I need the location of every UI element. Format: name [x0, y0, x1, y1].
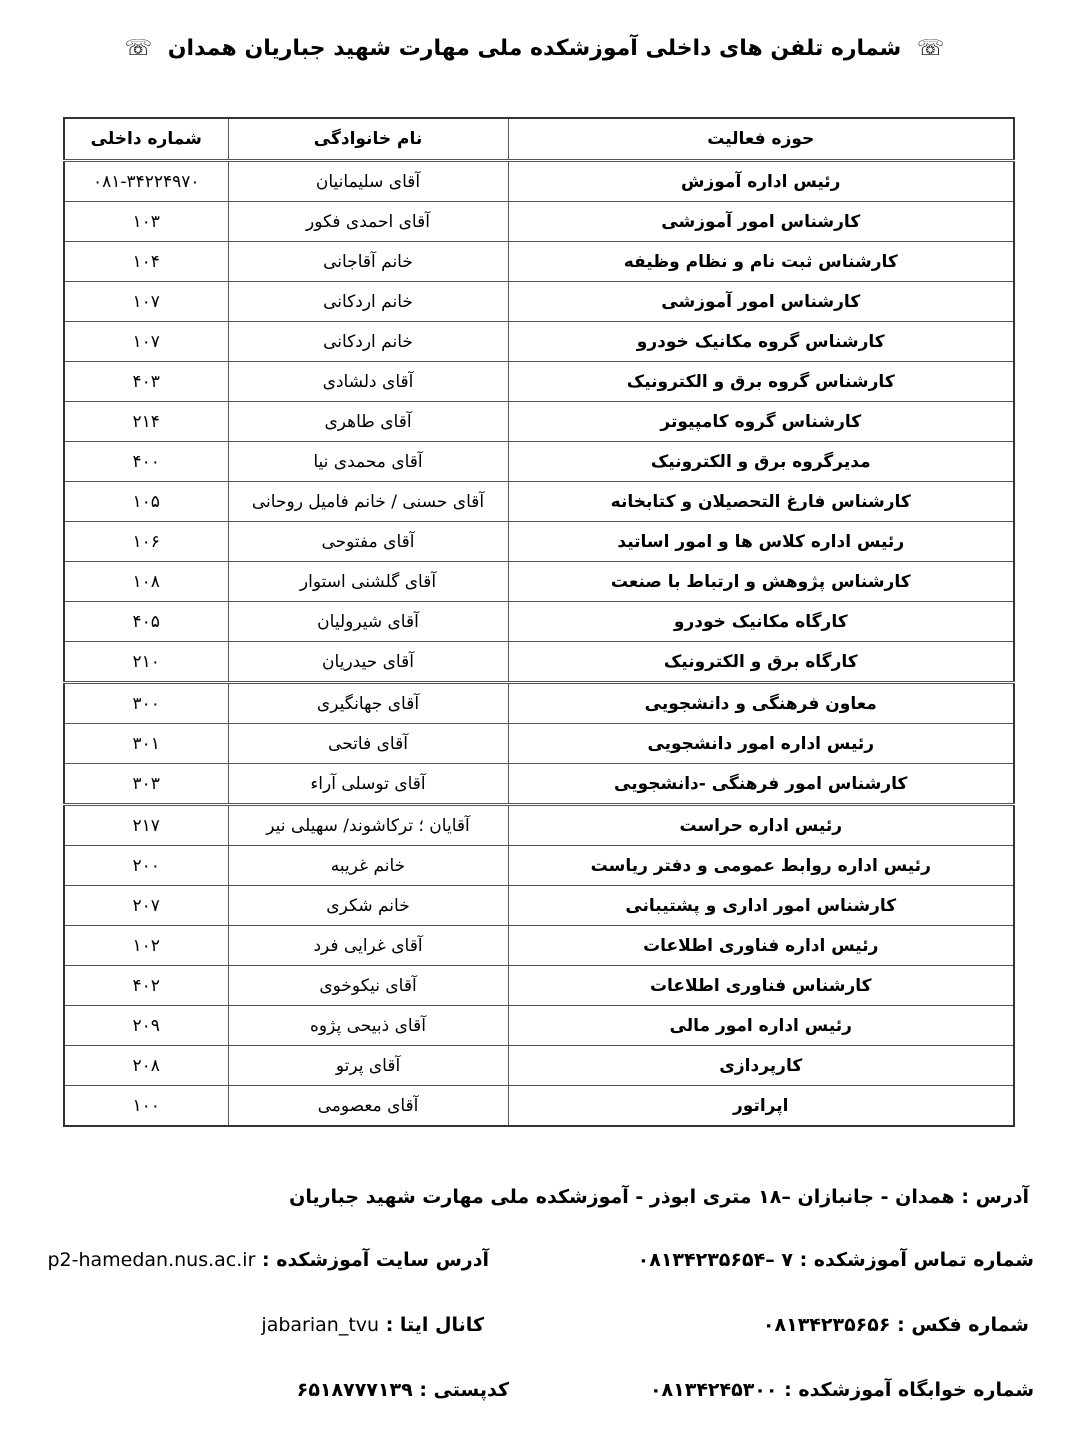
- name-cell: آقای جهانگیری: [228, 683, 508, 724]
- table-row: [64, 805, 1014, 846]
- table-header-row: [64, 118, 1014, 161]
- extension-cell: ۱۰۲: [64, 926, 228, 966]
- table-row: [64, 362, 1014, 402]
- extension-cell: ۴۰۰: [64, 442, 228, 482]
- contact-line: [638, 1249, 1034, 1271]
- table-row: [64, 322, 1014, 362]
- name-cell: آقای پرتو: [228, 1046, 508, 1086]
- activity-cell: کارگاه مکانیک خودرو: [508, 602, 1014, 642]
- activity-cell: معاون فرهنگی و دانشجویی: [508, 683, 1014, 724]
- header-activity: حوزه فعالیت: [508, 118, 1014, 161]
- extension-cell: ۲۰۹: [64, 1006, 228, 1046]
- website-link[interactable]: p2-hamedan.nus.ac.ir: [47, 1249, 256, 1271]
- name-cell: آقای سلیمانیان: [228, 161, 508, 202]
- activity-cell: رئیس اداره حراست: [508, 805, 1014, 846]
- name-cell: آقای حیدریان: [228, 642, 508, 683]
- address-value: همدان - جانبازان –۱۸ متری ابوذر - آموزشکده ملی مهارت شهید جباریان: [289, 1186, 955, 1208]
- table-row: [64, 242, 1014, 282]
- postal-value: ۶۵۱۸۷۷۷۱۳۹: [296, 1379, 413, 1401]
- table-row: [64, 482, 1014, 522]
- activity-cell: رئیس اداره امور مالی: [508, 1006, 1014, 1046]
- activity-cell: اپراتور: [508, 1086, 1014, 1127]
- name-cell: آقای محمدی نیا: [228, 442, 508, 482]
- table-row: [64, 764, 1014, 805]
- name-cell: آقای ذبیحی پژوه: [228, 1006, 508, 1046]
- table-row: [64, 683, 1014, 724]
- address-label: آدرس :: [961, 1186, 1029, 1208]
- extension-cell: ۰۸۱-۳۴۲۲۴۹۷۰: [64, 161, 228, 202]
- address-line: [289, 1186, 1029, 1208]
- activity-cell: کارشناس گروه برق و الکترونیک: [508, 362, 1014, 402]
- extension-cell: ۱۰۷: [64, 282, 228, 322]
- extension-cell: ۱۰۷: [64, 322, 228, 362]
- extension-cell: ۴۰۲: [64, 966, 228, 1006]
- dorm-line: [650, 1379, 1034, 1401]
- activity-cell: کارشناس پژوهش و ارتباط با صنعت: [508, 562, 1014, 602]
- name-cell: آقای غرایی فرد: [228, 926, 508, 966]
- dorm-label: شماره خوابگاه آموزشکده :: [784, 1379, 1034, 1401]
- activity-cell: کارپردازی: [508, 1046, 1014, 1086]
- table-row: [64, 886, 1014, 926]
- name-cell: خانم آقاجانی: [228, 242, 508, 282]
- dorm-value: ۰۸۱۳۴۲۴۵۳۰۰: [649, 1379, 778, 1401]
- extension-cell: ۱۰۰: [64, 1086, 228, 1127]
- activity-cell: رئیس اداره آموزش: [508, 161, 1014, 202]
- table-row: [64, 724, 1014, 764]
- extension-cell: ۱۰۸: [64, 562, 228, 602]
- activity-cell: رئیس اداره کلاس ها و امور اساتید: [508, 522, 1014, 562]
- activity-cell: کارشناس گروه کامپیوتر: [508, 402, 1014, 442]
- eitaa-label: کانال ایتا :: [385, 1314, 484, 1336]
- extension-cell: ۲۱۷: [64, 805, 228, 846]
- activity-cell: رئیس اداره امور دانشجویی: [508, 724, 1014, 764]
- extension-table: [63, 117, 1015, 1127]
- table-row: [64, 202, 1014, 242]
- activity-cell: کارشناس امور فرهنگی -دانشجویی: [508, 764, 1014, 805]
- name-cell: آقایان ؛ ترکاشوند/ سهیلی نیر: [228, 805, 508, 846]
- header-name: نام خانوادگی: [228, 118, 508, 161]
- table-row: [64, 161, 1014, 202]
- extension-cell: ۳۰۱: [64, 724, 228, 764]
- table-row: [64, 562, 1014, 602]
- name-cell: آقای دلشادی: [228, 362, 508, 402]
- extension-cell: ۳۰۳: [64, 764, 228, 805]
- name-cell: خانم شکری: [228, 886, 508, 926]
- name-cell: آقای فاتحی: [228, 724, 508, 764]
- table-row: [64, 1006, 1014, 1046]
- name-cell: آقای نیکوخوی: [228, 966, 508, 1006]
- table-row: [64, 602, 1014, 642]
- activity-cell: کارشناس فناوری اطلاعات: [508, 966, 1014, 1006]
- extension-cell: ۴۰۳: [64, 362, 228, 402]
- name-cell: خانم غریبه: [228, 846, 508, 886]
- fax-line: [763, 1314, 1029, 1336]
- extension-cell: ۱۰۶: [64, 522, 228, 562]
- activity-cell: رئیس اداره روابط عمومی و دفتر ریاست: [508, 846, 1014, 886]
- name-cell: آقای توسلی آراء: [228, 764, 508, 805]
- website-label: آدرس سایت آموزشکده :: [262, 1249, 489, 1271]
- extension-cell: ۲۰۸: [64, 1046, 228, 1086]
- activity-cell: کارشناس امور اداری و پشتیبانی: [508, 886, 1014, 926]
- table-row: [64, 966, 1014, 1006]
- extension-cell: ۱۰۳: [64, 202, 228, 242]
- website-line: [47, 1249, 489, 1271]
- name-cell: خانم اردکانی: [228, 322, 508, 362]
- contact-value: ۷ –۰۸۱۳۴۲۳۵۶۵۴: [637, 1249, 793, 1271]
- table-row: [64, 846, 1014, 886]
- table-row: [64, 1086, 1014, 1127]
- extension-cell: ۳۰۰: [64, 683, 228, 724]
- table-row: [64, 522, 1014, 562]
- telephone-icon: ☏: [916, 36, 945, 61]
- fax-label: شماره فکس :: [897, 1314, 1029, 1336]
- table-row: [64, 926, 1014, 966]
- eitaa-value[interactable]: jabarian_tvu: [261, 1314, 380, 1336]
- extension-cell: ۱۰۵: [64, 482, 228, 522]
- extension-cell: ۲۰۷: [64, 886, 228, 926]
- activity-cell: کارشناس امور آموزشی: [508, 202, 1014, 242]
- extension-cell: ۲۱۴: [64, 402, 228, 442]
- name-cell: آقای مفتوحی: [228, 522, 508, 562]
- table-row: [64, 642, 1014, 683]
- activity-cell: کارشناس امور آموزشی: [508, 282, 1014, 322]
- name-cell: خانم اردکانی: [228, 282, 508, 322]
- activity-cell: کارشناس فارغ التحصیلان و کتابخانه: [508, 482, 1014, 522]
- telephone-icon: ☏: [124, 36, 153, 61]
- header-extension: شماره داخلی: [64, 118, 228, 161]
- postal-line: [297, 1379, 509, 1401]
- table-row: [64, 282, 1014, 322]
- extension-cell: ۲۰۰: [64, 846, 228, 886]
- eitaa-line: [261, 1314, 484, 1336]
- name-cell: آقای طاهری: [228, 402, 508, 442]
- postal-label: کدپستی :: [419, 1379, 509, 1401]
- name-cell: آقای معصومی: [228, 1086, 508, 1127]
- name-cell: آقای حسنی / خانم فامیل روحانی: [228, 482, 508, 522]
- activity-cell: رئیس اداره فناوری اطلاعات: [508, 926, 1014, 966]
- extension-cell: ۲۱۰: [64, 642, 228, 683]
- name-cell: آقای شیرولیان: [228, 602, 508, 642]
- table-row: [64, 1046, 1014, 1086]
- activity-cell: کارشناس گروه مکانیک خودرو: [508, 322, 1014, 362]
- activity-cell: مدیرگروه برق و الکترونیک: [508, 442, 1014, 482]
- table-row: [64, 442, 1014, 482]
- title-text: شماره تلفن های داخلی آموزشکده ملی مهارت شهید جباریان همدان: [167, 36, 902, 61]
- name-cell: آقای احمدی فکور: [228, 202, 508, 242]
- fax-value: ۰۸۱۳۴۲۳۵۶۵۶: [762, 1314, 891, 1336]
- activity-cell: کارشناس ثبت نام و نظام وظیفه: [508, 242, 1014, 282]
- page-title: [0, 36, 1069, 61]
- extension-cell: ۴۰۵: [64, 602, 228, 642]
- extension-cell: ۱۰۴: [64, 242, 228, 282]
- table-row: [64, 402, 1014, 442]
- contact-label: شماره تماس آموزشکده :: [799, 1249, 1034, 1271]
- name-cell: آقای گلشنی استوار: [228, 562, 508, 602]
- activity-cell: کارگاه برق و الکترونیک: [508, 642, 1014, 683]
